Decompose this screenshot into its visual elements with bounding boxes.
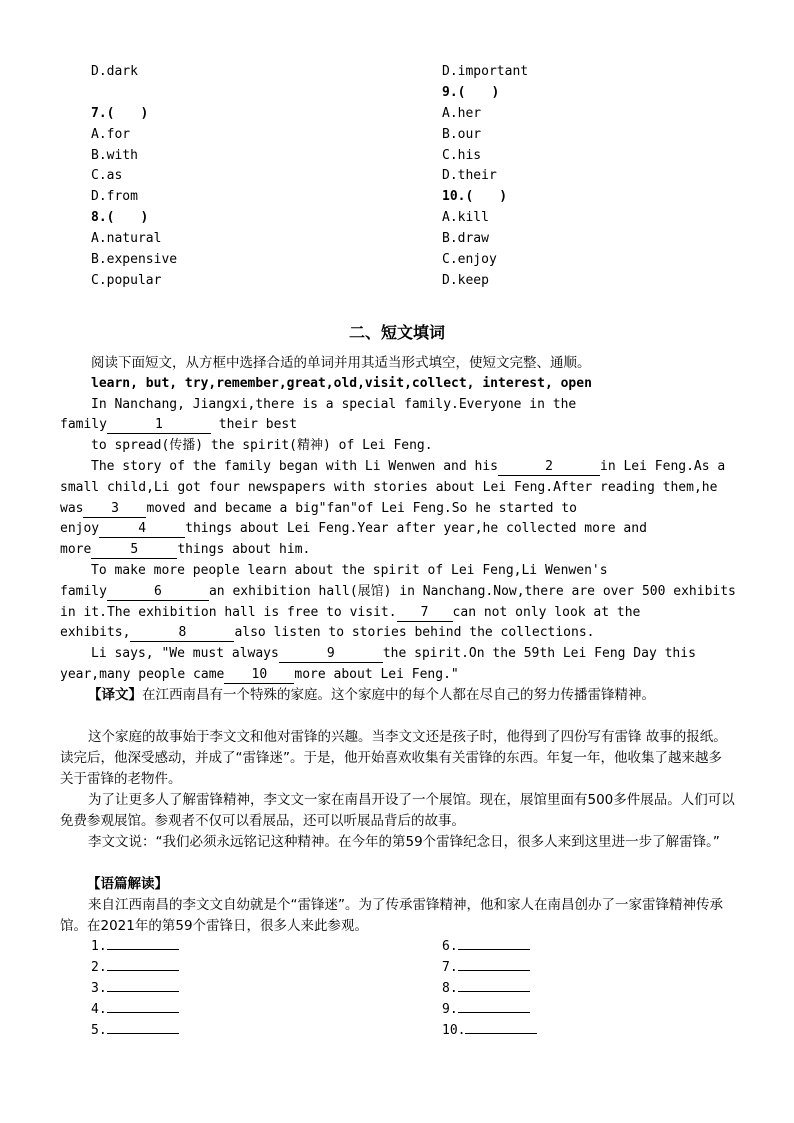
option: A.for <box>91 126 131 142</box>
blank-8: 8 <box>130 626 234 642</box>
answer-line[interactable]: 9. <box>442 998 530 1020</box>
analysis-text: 来自江西南昌的李文文自幼就是个“雷锋迷”。为了传承雷锋精神，他和家人在南昌创办了一家雷锋精神传承馆。在2021年的第59个雷锋日，很多人来此参观。 <box>60 897 723 934</box>
translation-paragraph: 为了让更多人了解雷锋精神，李文文一家在南昌开设了一个展馆。现在，展馆里面有500多件展品。人们可以免费参观展馆。参观者不仅可以看展品，还可以听展品背后的故事。 <box>60 792 735 829</box>
passage-line: in it.The exhibition hall is free to visit. 7 can not only look at the <box>60 605 641 620</box>
passage-line: small child,Li got four newspapers with stories about Lei Feng.After reading them,he <box>60 480 718 495</box>
blank-1: 1 <box>107 418 211 434</box>
passage-line: more 5 things about him. <box>60 542 311 557</box>
option: A.natural <box>91 231 162 247</box>
blank-7: 7 <box>397 606 453 622</box>
answer-line[interactable]: 1. <box>91 935 179 957</box>
answer-line[interactable]: 6. <box>442 935 530 957</box>
option: C.his <box>442 147 482 163</box>
option: D.their <box>442 168 497 184</box>
blank-4: 4 <box>99 522 185 538</box>
question-number: 8.( ) <box>91 210 149 226</box>
options-left-column <box>91 62 177 292</box>
question-number: 7.( ) <box>91 105 149 121</box>
question-number: 10.( ) <box>442 189 508 205</box>
option: B.our <box>442 126 482 142</box>
answer-line[interactable]: 5. <box>91 1019 179 1041</box>
answer-line[interactable]: 4. <box>91 998 179 1020</box>
blank-3: 3 <box>83 502 146 518</box>
option: C.as <box>91 168 123 184</box>
passage-line: family 1 their best <box>60 417 298 432</box>
word-bank: learn, but, try,remember,great,old,visit,collect, interest, open <box>91 376 592 391</box>
option: D.keep <box>442 272 489 288</box>
option: B.with <box>91 147 138 163</box>
answer-line[interactable]: 7. <box>442 956 530 978</box>
option: B.draw <box>442 231 489 247</box>
passage-line: enjoy 4 things about Lei Feng.Year after year,he collected more and <box>60 521 647 536</box>
option: A.her <box>442 105 482 121</box>
answer-line[interactable]: 3. <box>91 977 179 999</box>
blank-10: 10 <box>224 668 294 684</box>
option: D.from <box>91 189 138 205</box>
blank-2: 2 <box>498 460 600 476</box>
answer-line[interactable]: 2. <box>91 956 179 978</box>
section-title: 二、短文填词 <box>348 323 445 342</box>
option: A.kill <box>442 210 489 226</box>
translation-paragraph: 【译文】在江西南昌有一个特殊的家庭。这个家庭中的每个人都在尽自己的努力传播雷锋精神。 <box>88 687 655 703</box>
blank-9: 9 <box>279 647 383 663</box>
answer-line[interactable]: 8. <box>442 977 530 999</box>
options-right-column <box>442 62 528 292</box>
option: B.expensive <box>91 252 178 268</box>
option: C.enjoy <box>442 252 497 268</box>
passage-line: was 3 moved and became a big"fan"of Lei Feng.So he started to <box>60 501 577 516</box>
instruction: 阅读下面短文，从方框中选择合适的单词并用其适当形式填空，使短文完整、通顺。 <box>91 355 591 371</box>
passage-line: Li says, "We must always 9 the spirit.On the 59th Lei Feng Day this <box>91 646 696 661</box>
translation-paragraph: 李文文说：“我们必须永远铭记这种精神。在今年的第59个雷锋纪念日，很多人来到这里进一步了解雷锋。” <box>88 834 720 850</box>
option: D.important <box>442 64 529 79</box>
passage-line: exhibits, 8 also listen to stories behind the collections. <box>60 625 595 640</box>
passage-line: year,many people came 10 more about Lei Feng." <box>60 667 459 682</box>
blank-6: 6 <box>107 585 209 601</box>
passage-line: To make more people learn about the spirit of Lei Feng,Li Wenwen's <box>91 563 608 578</box>
option: C.popular <box>91 272 162 288</box>
answer-line[interactable]: 10. <box>442 1019 537 1041</box>
passage-line: family 6 an exhibition hall(展馆) in Nanchang.Now,there are over 500 exhibits <box>60 584 736 599</box>
analysis-label: 【语篇解读】 <box>87 876 168 892</box>
passage-line: The story of the family began with Li Wenwen and his 2 in Lei Feng.As a <box>91 459 726 474</box>
question-number: 9.( ) <box>442 84 500 100</box>
passage-line: to spread(传播) the spirit(精神) of Lei Feng. <box>91 438 433 453</box>
passage-line: In Nanchang, Jiangxi,there is a special family.Everyone in the <box>91 397 577 412</box>
translation-paragraph: 这个家庭的故事始于李文文和他对雷锋的兴趣。当李文文还是孩子时，他得到了四份写有雷锋 故事的报纸。读完后，他深受感动，并成了“雷锋迷”。于是，他开始喜欢收集有关雷锋的东西。年复一年，他收集了越来越多关于雷锋的老物件。 <box>60 729 727 787</box>
option: D.dark <box>91 64 138 79</box>
translation-label: 【译文】 <box>88 687 142 703</box>
blank-5: 5 <box>91 543 177 559</box>
